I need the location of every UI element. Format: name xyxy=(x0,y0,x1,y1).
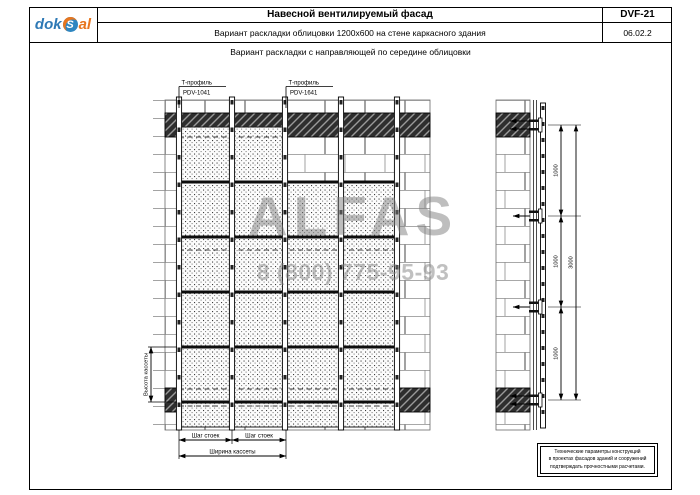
note-line-1: Технические параметры конструкций xyxy=(554,448,641,455)
note-box-inner xyxy=(540,446,655,474)
dim-cassette-height-label: Высота кассеты xyxy=(143,352,150,397)
dim-bottom xyxy=(179,430,286,459)
t-profile-2-name: Т-профиль xyxy=(288,80,320,87)
section-bottom-slab xyxy=(496,388,530,412)
dim-bracket-spacing xyxy=(548,125,581,400)
t-profile-1-name: Т-профиль xyxy=(181,80,213,87)
section-top-slab xyxy=(496,113,530,137)
dim-1000-label-3: 1000 xyxy=(553,347,560,360)
dim-stud-step-2-label: Шаг стоек xyxy=(245,433,273,440)
note-line-3: подтверждать прочностными расчетами. xyxy=(550,463,645,470)
wall-face-lines xyxy=(534,100,537,430)
logo-cell xyxy=(29,7,98,43)
t-rail-1 xyxy=(176,97,181,430)
t-rail-2 xyxy=(229,97,234,430)
t-rail-4 xyxy=(338,97,343,430)
section-view xyxy=(496,100,581,430)
doc-code: DVF-21 xyxy=(603,7,672,23)
note-box xyxy=(537,443,658,477)
watermark-phone: 8 (800) 775-95-93 xyxy=(256,258,450,285)
drawing-title: Навесной вентилируемый фасад xyxy=(98,7,603,23)
dim-1000-label-1: 1000 xyxy=(553,164,560,177)
t-profile-2-code: PDV-1641 xyxy=(290,90,318,97)
t-rail-5 xyxy=(394,97,399,430)
section-wall xyxy=(496,100,530,430)
logo-s-icon: S xyxy=(63,17,78,32)
section-t-rail xyxy=(541,103,546,428)
drawing-subtitle: Вариант раскладки облицовки 1200x600 на стене каркасного здания xyxy=(98,23,603,43)
dim-stud-step-1-label: Шаг стоек xyxy=(191,433,220,440)
t-profile-1-code: PDV-1041 xyxy=(183,90,211,97)
logo-part-al: al xyxy=(78,16,92,33)
note-line-2: в проектах фасадов зданий и сооружений xyxy=(548,456,647,463)
sheet-number: 06.02.2 xyxy=(603,23,672,43)
dim-3000-label: 3000 xyxy=(568,256,575,269)
t-rail-3 xyxy=(282,97,287,430)
dim-cassette-width-label: Ширина кассеты xyxy=(209,449,256,456)
watermark-brand: ALFAS xyxy=(247,185,459,247)
dim-1000-label-2: 1000 xyxy=(553,255,560,268)
doksal-logo xyxy=(35,16,91,33)
logo-part-dok: dok xyxy=(34,16,62,33)
variant-title: Вариант раскладки с направляющей по середине облицовки xyxy=(230,47,471,57)
elevation-view xyxy=(144,81,431,460)
brick-course-ticks xyxy=(153,100,165,430)
